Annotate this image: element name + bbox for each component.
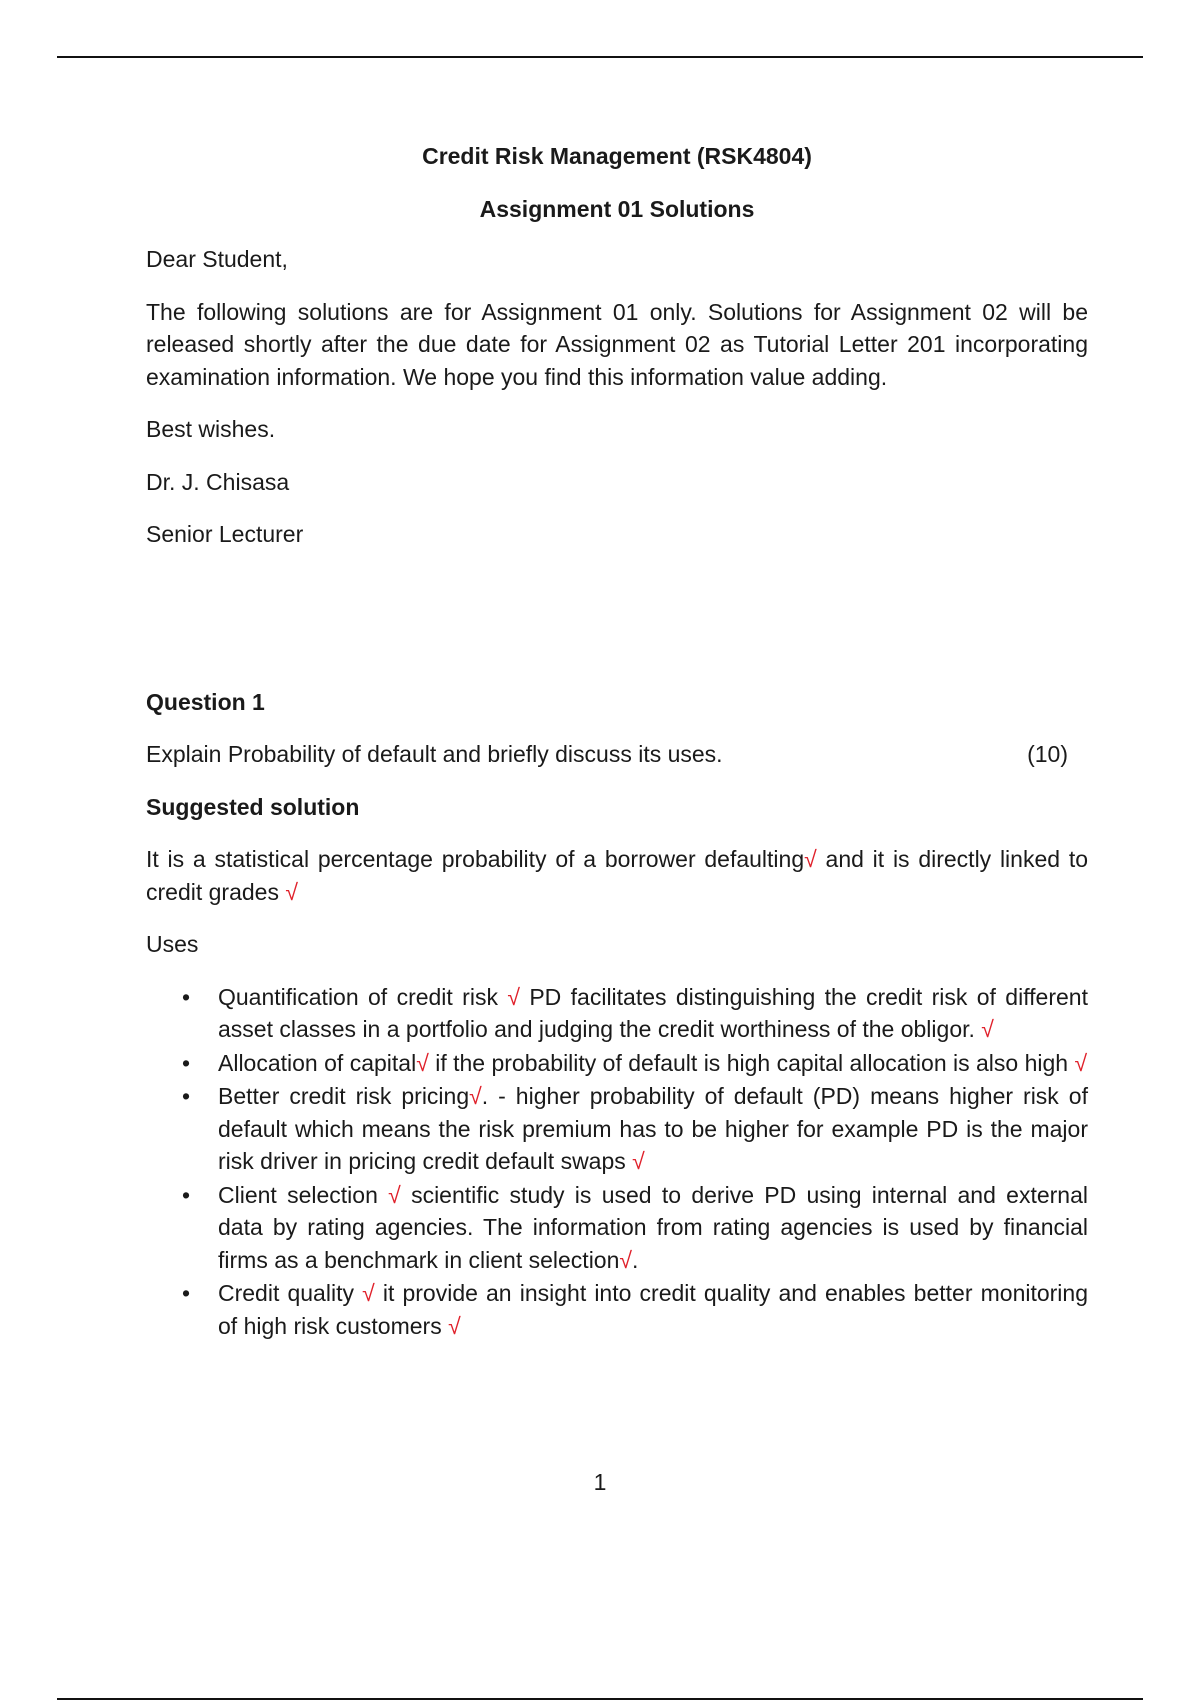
check-mark-icon: √ <box>388 1181 401 1208</box>
intro-paragraph: The following solutions are for Assignment 01 only. Solutions for Assignment 02 will be released shortly after the due date for Assignment 02 as Tutorial Letter 201 incorporating examination information. We hope you find this information value adding. <box>146 298 1088 390</box>
check-mark-icon: √ <box>804 846 817 872</box>
use-term: Quantification of credit risk <box>218 983 508 1010</box>
document-subtitle: Assignment 01 Solutions <box>479 195 755 222</box>
check-mark-icon: √ <box>619 1246 633 1273</box>
check-mark-icon: √ <box>632 1148 645 1174</box>
list-item <box>182 981 1088 1046</box>
check-mark-icon: √ <box>1074 1049 1088 1076</box>
uses-list <box>146 981 1088 1343</box>
pd-definition <box>146 843 1088 908</box>
document-page <box>146 140 1088 1343</box>
use-term: Credit quality <box>218 1280 363 1306</box>
use-term: Allocation of capital <box>218 1049 417 1076</box>
check-mark-icon: √ <box>362 1280 375 1306</box>
list-item <box>182 1277 1089 1342</box>
check-mark-icon: √ <box>469 1083 482 1109</box>
bullet-icon: • <box>182 1049 191 1076</box>
list-item <box>182 1047 1088 1080</box>
check-mark-icon: √ <box>416 1049 429 1076</box>
question-marks: (10) <box>1027 741 1068 767</box>
question-prompt-row <box>146 738 1088 771</box>
uses-heading: Uses <box>146 931 199 957</box>
top-rule <box>57 56 1143 58</box>
use-text: it provide an insight into credit quality and enables better monitoring of high risk customers <box>218 1280 1089 1339</box>
list-item <box>182 1179 1088 1277</box>
bullet-icon: • <box>182 983 191 1010</box>
use-text: if the probability of default is high capital allocation is also high <box>428 1049 1075 1076</box>
section-spacer <box>146 571 1088 686</box>
course-title: Credit Risk Management (RSK4804) <box>422 143 812 169</box>
bullet-icon: • <box>182 1083 191 1109</box>
signatory-name: Dr. J. Chisasa <box>146 468 290 495</box>
list-item <box>182 1080 1088 1178</box>
use-text: PD facilitates distinguishing the credit risk of different asset classes in a portfolio and judging the credit worthiness of the obligor. <box>218 983 1088 1042</box>
greeting: Dear Student, <box>146 246 288 272</box>
definition-text-part1: It is a statistical percentage probability of a borrower defaulting <box>146 846 805 872</box>
use-term: Client selection <box>218 1181 389 1208</box>
check-mark-icon: √ <box>981 1016 994 1042</box>
question-heading: Question 1 <box>146 688 265 715</box>
check-mark-icon: √ <box>285 878 298 905</box>
use-text: . - higher probability of default (PD) means higher risk of default which means the risk premium has to be higher for example PD is the major risk driver in pricing credit default swaps <box>218 1083 1088 1174</box>
check-mark-icon: √ <box>507 983 520 1010</box>
bullet-icon: • <box>182 1181 191 1208</box>
solution-heading: Suggested solution <box>146 793 360 820</box>
definition-text-part2: and it is directly linked to credit grades <box>146 846 1088 905</box>
closing: Best wishes. <box>146 416 276 442</box>
bullet-icon: • <box>182 1280 191 1306</box>
use-text-tail: . <box>632 1246 639 1273</box>
check-mark-icon: √ <box>448 1312 461 1339</box>
page-number: 1 <box>593 1469 607 1495</box>
use-term: Better credit risk pricing <box>218 1083 470 1109</box>
signatory-title: Senior Lecturer <box>146 521 304 547</box>
question-prompt: Explain Probability of default and briefly discuss its uses. <box>146 741 723 767</box>
use-text: scientific study is used to derive PD using internal and external data by rating agencies. The information from rating agencies is used by financial firms as a benchmark in client selection <box>218 1181 1088 1273</box>
